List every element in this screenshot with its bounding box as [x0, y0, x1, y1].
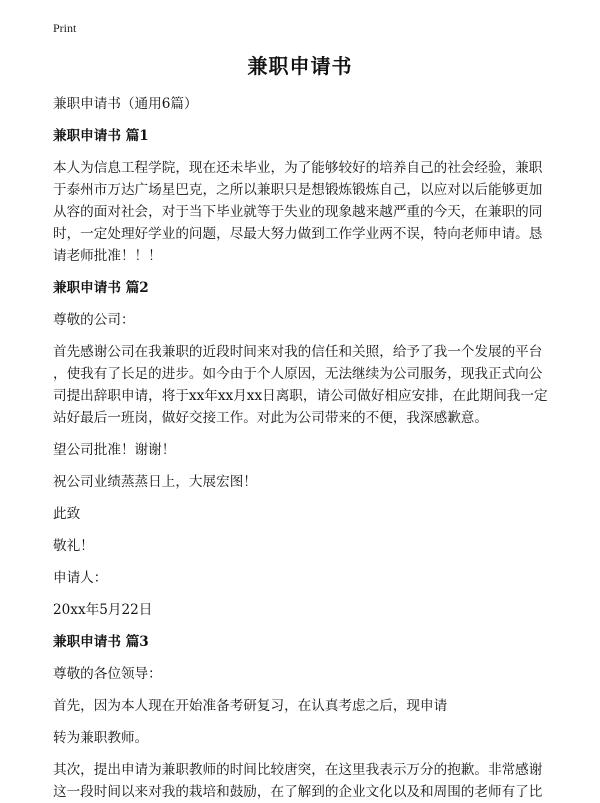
- paragraph-line: 请老师批准！！！: [53, 248, 162, 264]
- paragraph-line: 站好最后一班岗，做好交接工作。对此为公司带来的不便，我深感歉意。: [53, 410, 488, 426]
- paragraph-line: 司提出辞职申请，将于xx年xx月xx日离职，请公司做好相应安排，在此期间我一定: [53, 388, 548, 404]
- section-1-heading: 兼职申请书 篇1: [53, 128, 149, 144]
- paragraph-line: ，使我有了长足的进步。如今由于个人原因，无法继续为公司服务，现我正式向公: [53, 366, 543, 382]
- section-3-paragraph-3: [53, 759, 553, 803]
- print-link[interactable]: Print: [53, 21, 77, 35]
- paragraph-line: 于泰州市万达广场星巴克，之所以兼职只是想锻炼锻炼自己，以应对以后能够更加: [53, 182, 543, 198]
- section-2-date: 20xx年5月22日: [53, 602, 153, 618]
- section-2-approval: 望公司批准！谢谢！: [53, 442, 176, 458]
- section-3-heading: 兼职申请书 篇3: [53, 634, 149, 650]
- section-3-paragraph-1: 首先，因为本人现在开始准备考研复习，在认真考虑之后，现申请: [53, 698, 448, 714]
- section-2-closing-2: 敬礼！: [53, 538, 94, 554]
- section-2-greeting: 尊敬的公司：: [53, 312, 135, 328]
- paragraph-line: 本人为信息工程学院，现在还未毕业，为了能够较好的培养自己的社会经验，兼职: [53, 160, 543, 176]
- document-body: [53, 93, 553, 803]
- paragraph-line: 从容的面对社会，对于当下毕业就等于失业的现象越来越严重的今天，在兼职的同: [53, 204, 543, 220]
- section-2-closing-1: 此致: [53, 506, 81, 522]
- section-3-paragraph-2: 转为兼职教师。: [53, 730, 149, 746]
- section-2-applicant: 申请人：: [53, 570, 108, 586]
- paragraph-line: 首先感谢公司在我兼职的近段时间来对我的信任和关照，给予了我一个发展的平台: [53, 344, 543, 360]
- page-title: 兼职申请书: [247, 54, 353, 78]
- section-2-heading: 兼职申请书 篇2: [53, 280, 149, 296]
- paragraph-line: 时，一定处理好学业的问题，尽最大努力做到工作学业两不误，特向老师申请。恳: [53, 226, 543, 242]
- section-1-paragraph: [53, 157, 553, 267]
- section-2-paragraph: [53, 341, 553, 429]
- paragraph-line: 其次，提出申请为兼职教师的时间比较唐突，在这里我表示万分的抱歉。非常感谢: [53, 762, 543, 778]
- document-subtitle: 兼职申请书（通用6篇）: [53, 96, 198, 112]
- paragraph-line: 这一段时间以来对我的栽培和鼓励，在了解到的企业文化以及和周围的老师有了比: [53, 784, 543, 800]
- section-2-wish: 祝公司业绩蒸蒸日上，大展宏图！: [53, 474, 257, 490]
- section-3-greeting: 尊敬的各位领导：: [53, 666, 162, 682]
